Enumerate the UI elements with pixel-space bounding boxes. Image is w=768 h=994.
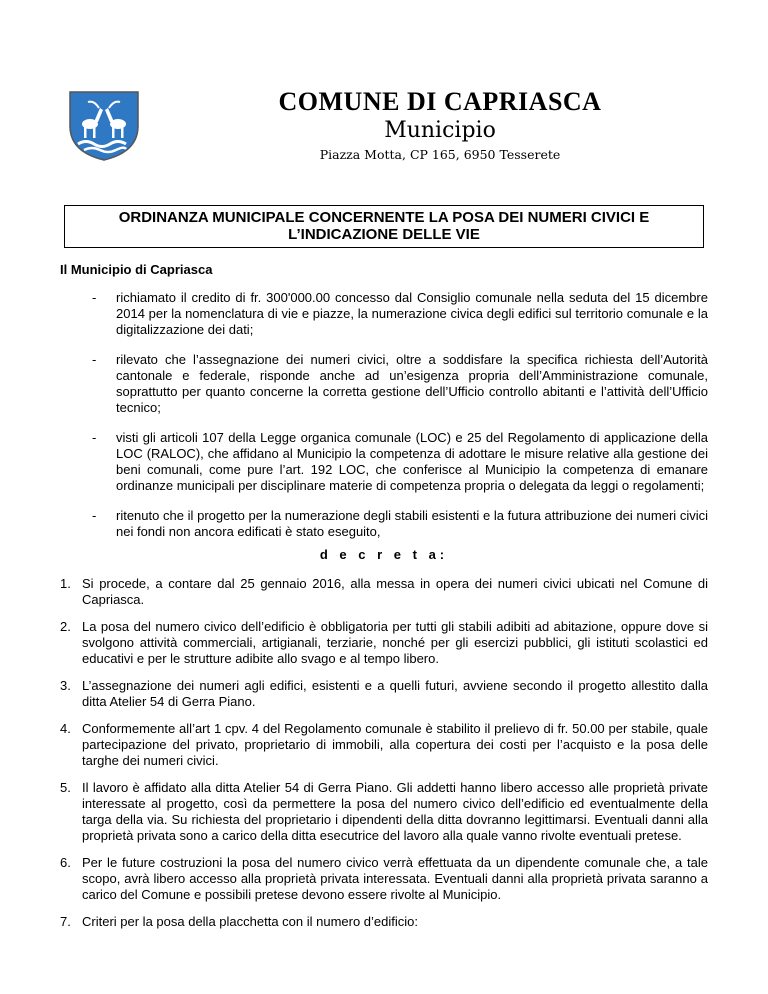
letterhead [196,86,684,164]
municipality-name: COMUNE DI CAPRIASCA [278,87,602,116]
municipality-subtitle: Municipio [384,118,496,143]
premise-text: rilevato che l’assegnazione dei numeri civici, oltre a soddisfare la specifica richiesta dell’Autorità cantonale e federale, risponde anche ad un’esigenza propria dell’Amministrazione comunale, soprattutto per quanto concerne la corretta gestione dell’Ufficio controllo abitanti e l’attività dell’Ufficio tecnico; [116,352,708,415]
item-number: 1. [60,576,71,591]
ordinance-title: ORDINANZA MUNICIPALE CONCERNENTE LA POSA DEI NUMERI CIVICI E L’INDICAZIONE DELLE VIE [64,205,704,248]
dash-bullet: - [92,352,97,367]
decree-items [60,576,708,941]
premises-list [92,290,708,554]
premise-item [92,290,708,338]
item-number: 5. [60,780,71,795]
item-number: 7. [60,914,71,929]
item-text: Il lavoro è affidato alla ditta Atelier 54 di Gerra Piano. Gli addetti hanno libero accesso alle proprietà private interessate al progetto, così da permettere la posa del numero civico dell’edificio ed eventualmente della targa della via. Su richiesta del proprietario i dipendenti della ditta dovranno legittimarsi. Eventuali danni alla proprietà privata sono a carico della ditta esecutrice del lavoro alla quale vanno rivolte eventuali pretese. [82,780,708,843]
premise-item [92,352,708,416]
item-number: 2. [60,619,71,634]
item-text: La posa del numero civico dell’edificio è obbligatoria per tutti gli stabili adibiti ad abitazione, oppure dove si svolgono attività commerciali, artigianali, terziarie, nonché per gli esercizi pubblici, gli istituti scolastici ed educativi e per le strutture adibite allo svago e al tempo libero. [82,619,708,666]
decree-item [60,914,708,930]
premise-item [92,508,708,540]
item-text: Criteri per la posa della placchetta con il numero d’edificio: [82,914,419,929]
decree-item [60,721,708,769]
premise-text: ritenuto che il progetto per la numerazione degli stabili esistenti e la futura attribuzione dei numeri civici nei fondi non ancora edificati è stato eseguito, [116,508,708,539]
decree-item [60,678,708,710]
premise-text: richiamato il credito di fr. 300'000.00 concesso dal Consiglio comunale nella seduta del 15 dicembre 2014 per la nomenclatura di vie e piazze, la numerazione civica degli edifici sul territorio comunale e la digitalizzazione dei dati; [116,290,708,337]
item-number: 4. [60,721,71,736]
coat-of-arms-icon [64,86,144,162]
dash-bullet: - [92,508,97,523]
decree-item [60,619,708,667]
issuer-line: Il Municipio di Capriasca [60,262,213,277]
item-text: Si procede, a contare dal 25 gennaio 2016, alla messa in opera dei numeri civici ubicati nel Comune di Capriasca. [82,576,708,607]
item-text: Per le future costruzioni la posa del numero civico verrà effettuata da un dipendente comunale che, a tale scopo, avrà libero accesso alla proprietà privata interessata. Eventuali danni alla proprietà privata saranno a carico del Comune e possibili pretese devono essere rivolte al Municipio. [82,855,708,902]
item-number: 6. [60,855,71,870]
premise-item [92,430,708,494]
decree-item [60,855,708,903]
item-number: 3. [60,678,71,693]
item-text: L’assegnazione dei numeri agli edifici, esistenti e a quelli futuri, avviene secondo il progetto allestito dalla ditta Atelier 54 di Gerra Piano. [82,678,708,709]
dash-bullet: - [92,290,97,305]
dash-bullet: - [92,430,97,445]
item-text: Conformemente all’art 1 cpv. 4 del Regolamento comunale è stabilito il prelievo di fr. 50.00 per stabile, quale partecipazione del privato, proprietario di immobili, alla copertura dei costi per l’acquisto e la posa delle targhe dei numeri civici. [82,721,708,768]
decree-heading: d e c r e t a: [319,547,449,562]
municipality-address: Piazza Motta, CP 165, 6950 Tesserete [319,147,561,162]
premise-text: visti gli articoli 107 della Legge organica comunale (LOC) e 25 del Regolamento di applicazione della LOC (RALOC), che affidano al Municipio la competenza di adottare le misure relative alla gestione dei beni comunali, come pure l’art. 192 LOC, che conferisce al Municipio la competenza di emanare ordinanze municipali per disciplinare materie di competenza propria o delegata da leggi o regolamenti; [116,430,708,493]
decree-item [60,576,708,608]
decree-item [60,780,708,844]
